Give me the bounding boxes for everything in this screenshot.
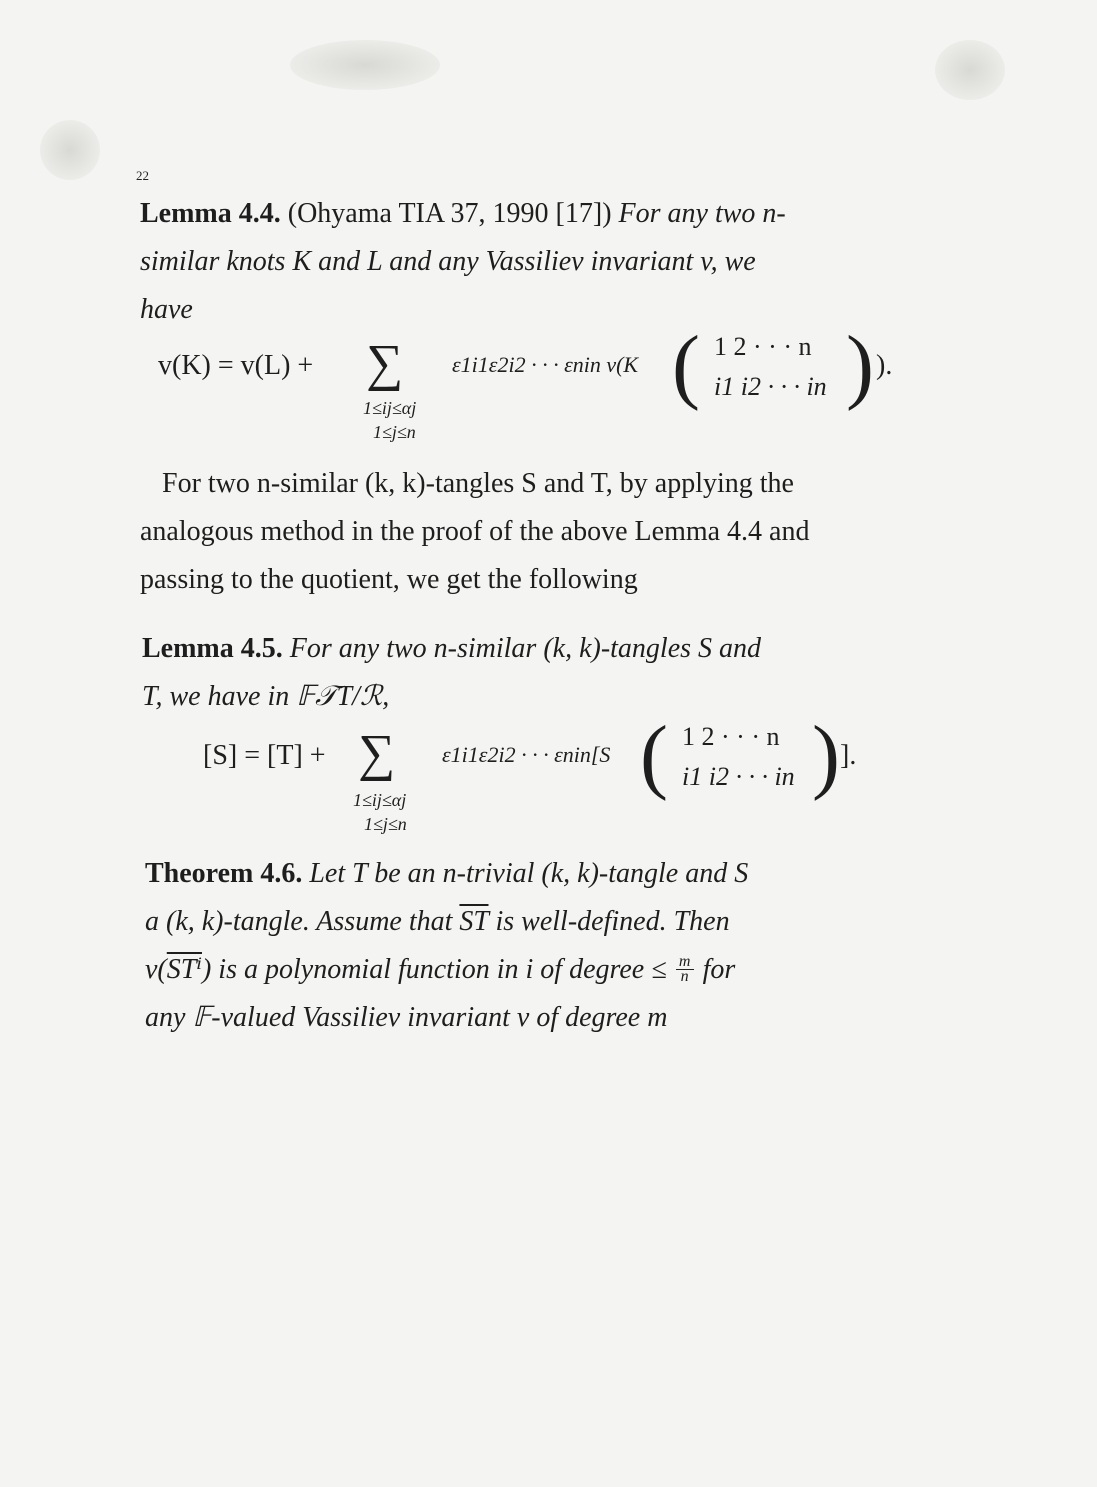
lemma-4-4-equation <box>0 319 1097 450</box>
right-paren: ) <box>846 319 874 412</box>
theorem-overline-term: $\overline{ST^i}$ <box>166 954 202 985</box>
fraction <box>674 952 696 987</box>
theorem-statement-line: any 𝔽-valued Vassiliev invariant v of degree m <box>145 1002 668 1033</box>
equation-end: ]. <box>840 740 857 771</box>
left-paren: ( <box>640 709 668 802</box>
fraction-numerator: m <box>676 955 694 970</box>
theorem-text: v( <box>145 954 167 985</box>
right-paren: ) <box>812 709 840 802</box>
equation-lhs: [S] = [T] + <box>203 740 326 771</box>
theorem-statement: Let T be an n-trivial (k, k)-tangle and S <box>309 858 749 889</box>
scan-speckle <box>40 120 100 180</box>
theorem-text: for <box>702 954 736 985</box>
fraction-denominator: n <box>680 967 689 985</box>
lemma-statement: For any two n-similar (k, k)-tangles S and <box>289 633 762 664</box>
matrix-row: 1 2 · · · n <box>714 332 812 361</box>
lemma-label: Lemma 4.4. <box>140 198 281 229</box>
equation-terms: ε1i1ε2i2 · · · εnin v(K <box>452 352 639 377</box>
matrix-row: 1 2 · · · n <box>682 722 780 751</box>
theorem-text: ) is a polynomial function in i of degree ≤ <box>201 954 667 985</box>
lemma-label: Lemma 4.5. <box>142 633 283 664</box>
lemma-statement-line: have <box>140 294 193 325</box>
left-paren: ( <box>672 319 700 412</box>
paragraph-line: passing to the quotient, we get the following <box>140 564 638 595</box>
theorem-statement-line <box>145 898 730 946</box>
sum-subscript: 1≤ij≤αj <box>363 398 417 418</box>
paragraph-line: analogous method in the proof of the above Lemma 4.4 and <box>140 516 810 547</box>
theorem-label: Theorem 4.6. <box>145 858 303 889</box>
summation-symbol: ∑ <box>358 725 396 782</box>
equation-terms: ε1i1ε2i2 · · · εnin[S <box>442 742 611 767</box>
matrix-row: i1 i2 · · · in <box>682 762 795 791</box>
summation-symbol: ∑ <box>366 335 404 392</box>
theorem-statement-line <box>145 946 735 994</box>
scan-speckle <box>290 40 440 90</box>
matrix-row: i1 i2 · · · in <box>714 372 827 401</box>
theorem-text: a (k, k)-tangle. Assume that <box>145 906 453 937</box>
lemma-citation: (Ohyama TIA 37, 1990 [17]) <box>287 198 612 229</box>
sum-subscript: 1≤j≤n <box>373 422 416 442</box>
paragraph-line: For two n-similar (k, k)-tangles S and T, by applying the <box>162 468 794 499</box>
sum-subscript: 1≤j≤n <box>364 814 407 834</box>
sum-subscript: 1≤ij≤αj <box>353 790 407 810</box>
equation-lhs: v(K) = v(L) + <box>158 350 314 381</box>
lemma-statement-line: similar knots K and L and any Vassiliev invariant v, we <box>140 246 756 277</box>
scan-speckle <box>935 40 1005 100</box>
theorem-text: is well-defined. Then <box>495 906 730 937</box>
page-number: 22 <box>136 168 149 183</box>
lemma-statement: For any two n- <box>618 198 786 229</box>
equation-end: ). <box>876 350 893 381</box>
lemma-4-5-equation <box>0 709 1097 840</box>
lemma-statement-line: T, we have in 𝔽𝒯T/ℛ, <box>142 681 390 712</box>
theorem-overline-term: $\overline{ST}$ <box>459 906 489 937</box>
